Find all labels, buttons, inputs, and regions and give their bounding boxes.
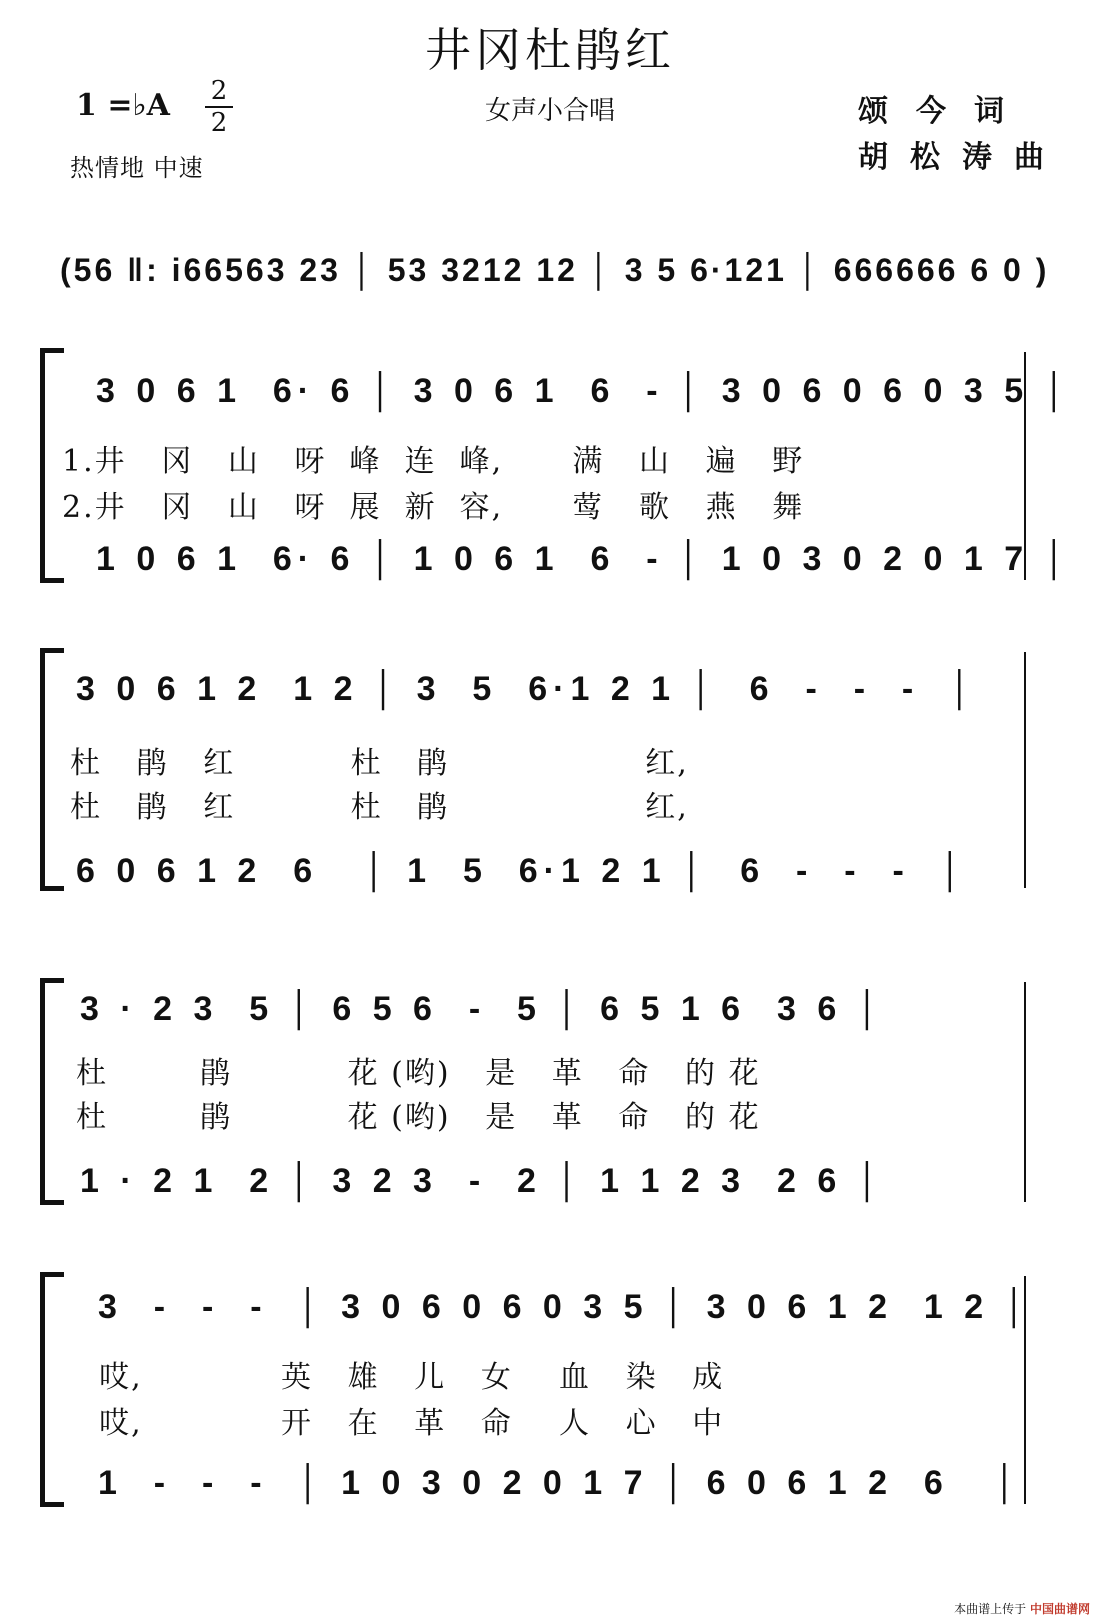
lyric-verse-2: 2.井 冈 山 呀 展 新 容, 莺 歌 燕 舞	[62, 490, 805, 525]
system-bracket	[40, 652, 45, 888]
upper-voice-line: 3 0 6 1 2 1 2 │ 3 5 6·1 2 1 │ 6 - - - │	[76, 670, 978, 708]
lyric-verse-1: 杜 鹃 红 杜 鹃 红,	[70, 746, 689, 781]
bracket-top	[40, 978, 64, 983]
upload-credit	[954, 1600, 1090, 1617]
composer-credit: 胡松涛曲	[858, 140, 1066, 175]
bracket-bottom	[40, 578, 64, 583]
lyric-verse-2: 杜 鹃 花 (哟) 是 革 命 的 花	[76, 1100, 761, 1135]
tempo-marking: 热情地 中速	[70, 154, 204, 182]
bracket-top	[40, 348, 64, 353]
bracket-bottom	[40, 886, 64, 891]
system-bracket	[40, 982, 45, 1202]
lower-voice-line: 1 - - - │ 1 0 3 0 2 0 1 7 │ 6 0 6 1 2 6 │	[98, 1464, 1023, 1502]
bracket-top	[40, 1272, 64, 1277]
lyric-verse-1: 杜 鹃 花 (哟) 是 革 命 的 花	[76, 1056, 761, 1091]
lyric-verse-2: 哎, 开 在 革 命 人 心 中	[76, 1406, 725, 1441]
lower-voice-line: 1 · 2 1 2 │ 3 2 3 - 2 │ 1 1 2 3 2 6 │	[80, 1162, 885, 1200]
upper-voice-line: 3 0 6 1 6· 6 │ 3 0 6 1 6 - │ 3 0 6 0 6 0 3 5 │	[96, 372, 1072, 410]
lyricist-credit: 颂今词	[858, 94, 1032, 129]
system-bracket	[40, 352, 45, 580]
song-subtitle: 女声小合唱	[484, 96, 615, 126]
system-bracket	[40, 1276, 45, 1504]
lower-voice-line: 1 0 6 1 6· 6 │ 1 0 6 1 6 - │ 1 0 3 0 2 0 1 7 │	[96, 540, 1072, 578]
lyric-verse-1: 哎, 英 雄 儿 女 血 染 成	[76, 1360, 725, 1395]
lyric-verse-1: 1.井 冈 山 呀 峰 连 峰, 满 山 遍 野	[62, 444, 805, 479]
bracket-bottom	[40, 1200, 64, 1205]
key-signature: 1 =♭A	[76, 88, 170, 123]
meter-top: 2	[210, 76, 228, 106]
site-logo-text: 中国曲谱网	[1029, 1602, 1090, 1616]
time-signature	[205, 78, 233, 136]
system-end-barline	[1024, 982, 1026, 1202]
upload-prefix: 本曲谱上传于	[954, 1602, 1027, 1616]
system-end-barline	[1024, 652, 1026, 888]
meter-bottom: 2	[210, 108, 228, 138]
intro-line: (56 ‖: i66563 23 │ 53 3212 12 │ 3 5 6·121 │ 666666 6 0 )	[60, 252, 1050, 288]
upper-voice-line: 3 · 2 3 5 │ 6 5 6 - 5 │ 6 5 1 6 3 6 │	[80, 990, 885, 1028]
bracket-top	[40, 648, 64, 653]
bracket-bottom	[40, 1502, 64, 1507]
song-title: 井冈杜鹃红	[425, 23, 675, 77]
lyric-verse-2: 杜 鹃 红 杜 鹃 红,	[70, 790, 689, 825]
lower-voice-line: 6 0 6 1 2 6 │ 1 5 6·1 2 1 │ 6 - - - │	[76, 852, 968, 890]
upper-voice-line: 3 - - - │ 3 0 6 0 6 0 3 5 │ 3 0 6 1 2 1 2 │	[98, 1288, 1032, 1326]
